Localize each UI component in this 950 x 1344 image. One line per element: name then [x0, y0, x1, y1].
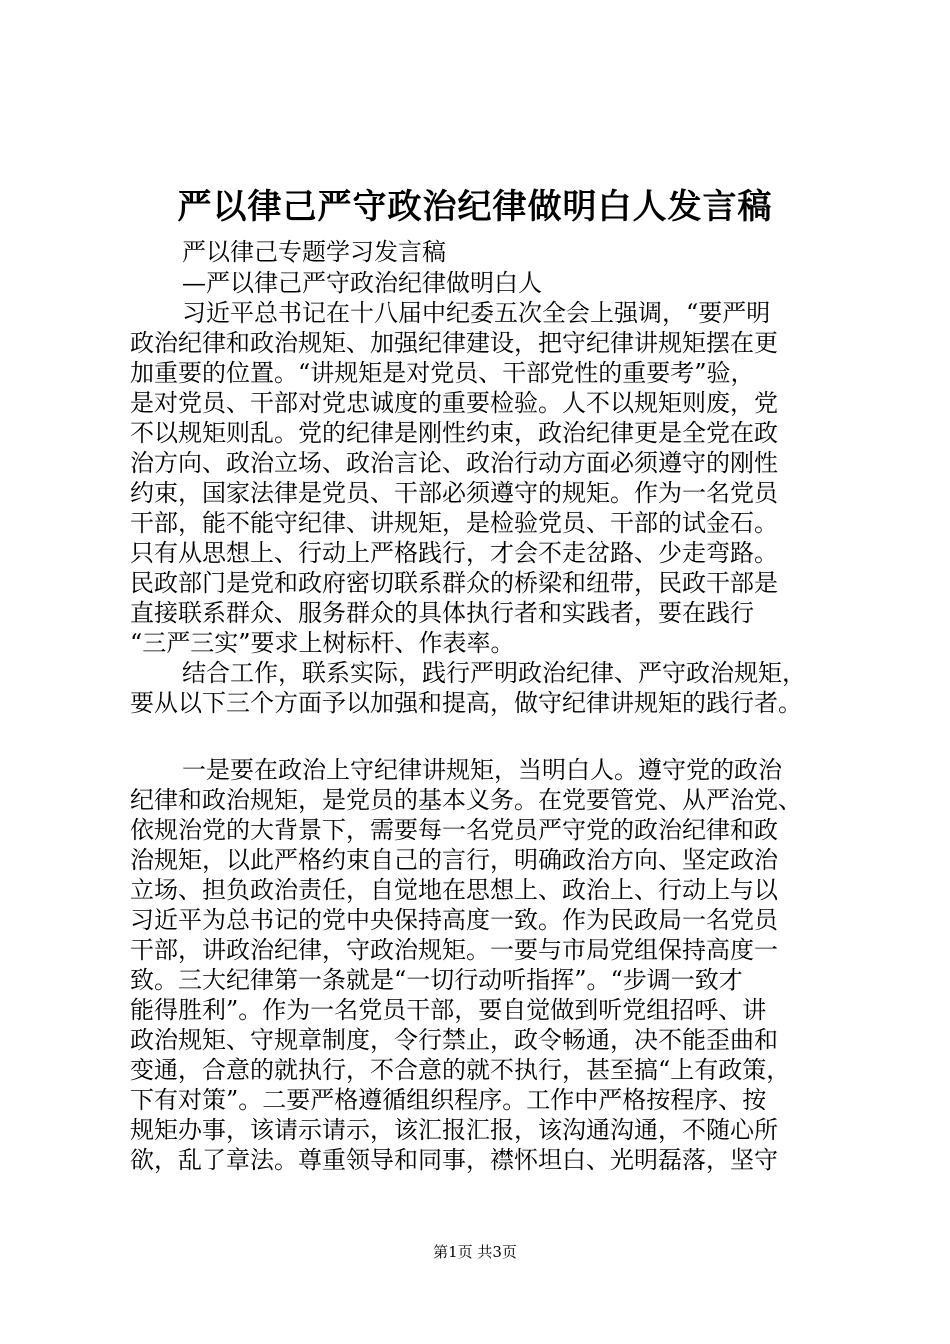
subtitle-2: —严以律己严守政治纪律做明白人	[182, 269, 542, 297]
body-line: 规矩办事，该请示请示，该汇报汇报，该沟通沟通，不随心所	[130, 1116, 778, 1144]
subtitle: 严以律己专题学习发言稿	[182, 238, 446, 266]
body-line: 干部，能不能守纪律、讲规矩，是检验党员、干部的试金石。	[130, 509, 778, 537]
body-line: 变通，合意的就执行，不合意的就不执行，甚至搞“上有政策，	[130, 1056, 791, 1084]
body-line: 要从以下三个方面予以加强和提高，做守纪律讲规矩的践行者。	[130, 689, 802, 717]
body-line: 能得胜利”。作为一名党员干部，要自觉做到听党组招呼、讲	[130, 996, 767, 1024]
body-line: 政治纪律和政治规矩、加强纪律建设，把守纪律讲规矩摆在更	[130, 329, 778, 357]
body-line: 直接联系群众、服务群众的具体执行者和实践者，要在践行	[130, 599, 754, 627]
body-line: 立场、担负政治责任，自觉地在思想上、政治上、行动上与以	[130, 876, 778, 904]
body-line: 习近平为总书记的党中央保持高度一致。作为民政局一名党员	[130, 906, 778, 934]
page-footer: 第1页 共3页	[433, 1243, 517, 1261]
body-line: 是对党员、干部对党忠诚度的重要检验。人不以规矩则废，党	[130, 389, 778, 417]
body-line: 不以规矩则乱。党的纪律是刚性约束，政治纪律更是全党在政	[130, 419, 778, 447]
body-line: 约束，国家法律是党员、干部必须遵守的规矩。作为一名党员	[130, 479, 778, 507]
document-title: 严以律己严守政治纪律做明白人发言稿	[177, 187, 773, 227]
body-line: 结合工作，联系实际，践行严明政治纪律、严守政治规矩，	[182, 659, 806, 687]
body-line: 治方向、政治立场、政治言论、政治行动方面必须遵守的刚性	[130, 449, 778, 477]
body-line: 干部，讲政治纪律，守政治规矩。一要与市局党组保持高度一	[130, 936, 778, 964]
body-line: 纪律和政治规矩，是党员的基本义务。在党要管党、从严治党、	[130, 786, 802, 814]
body-line: 民政部门是党和政府密切联系群众的桥梁和纽带，民政干部是	[130, 569, 778, 597]
body-line: 一是要在政治上守纪律讲规矩，当明白人。遵守党的政治	[182, 756, 782, 784]
body-line: 欲，乱了章法。尊重领导和同事，襟怀坦白、光明磊落，坚守	[130, 1146, 778, 1174]
body-line: 政治规矩、守规章制度，令行禁止，政令畅通，决不能歪曲和	[130, 1026, 778, 1054]
body-line: “三严三实”要求上树标杆、作表率。	[130, 629, 515, 657]
body-line: 致。三大纪律第一条就是“一切行动听指挥”。“步调一致才	[130, 966, 743, 994]
body-line: 治规矩，以此严格约束自己的言行，明确政治方向、坚定政治	[130, 846, 778, 874]
body-line: 只有从思想上、行动上严格践行，才会不走岔路、少走弯路。	[130, 539, 778, 567]
body-line: 加重要的位置。“讲规矩是对党员、干部党性的重要考”验，	[130, 359, 755, 387]
body-line: 下有对策”。二要严格遵循组织程序。工作中严格按程序、按	[130, 1086, 767, 1114]
body-line: 依规治党的大背景下，需要每一名党员严守党的政治纪律和政	[130, 816, 778, 844]
body-line: 习近平总书记在十八届中纪委五次全会上强调，“要严明	[182, 299, 771, 327]
